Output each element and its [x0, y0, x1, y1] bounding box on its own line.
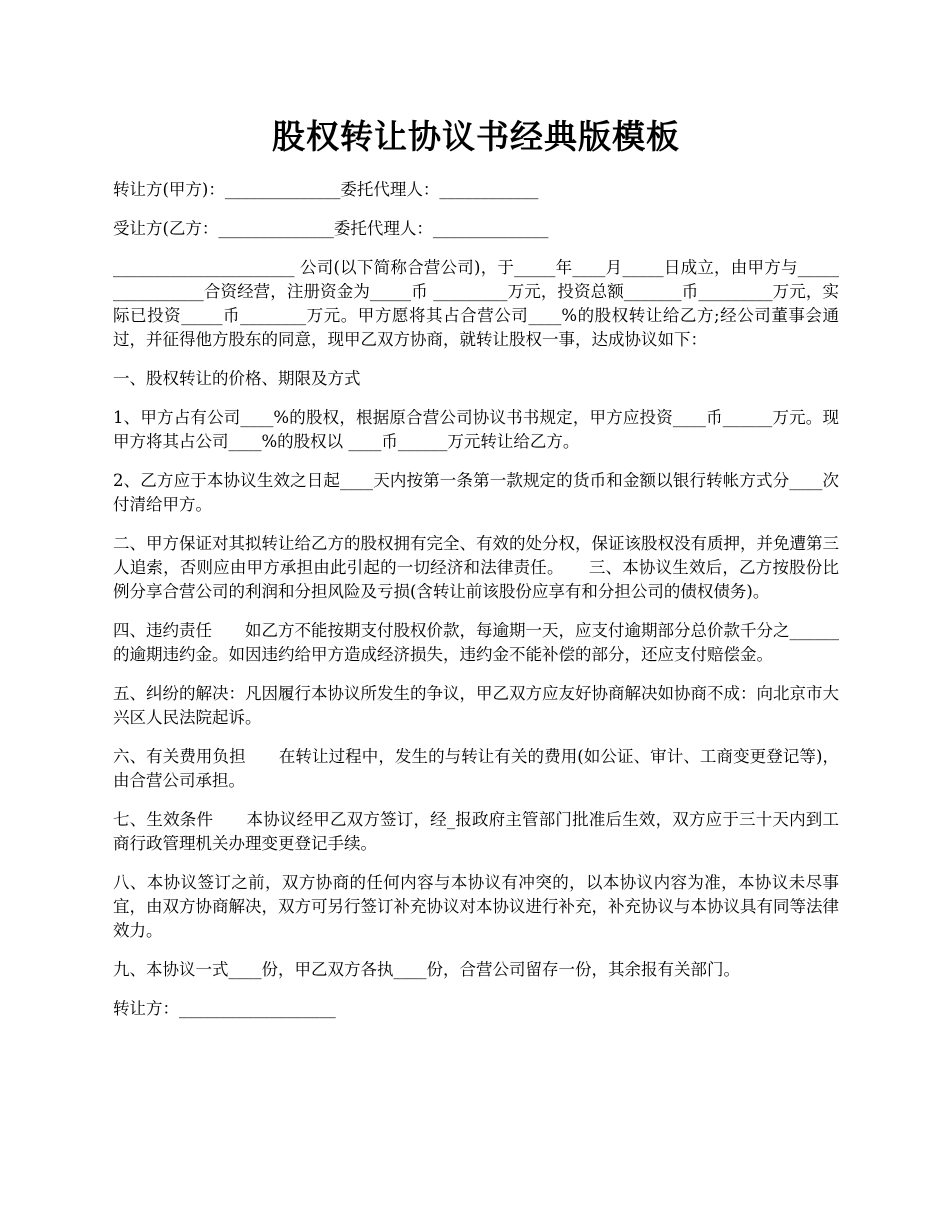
section-7-paragraph: 七、生效条件 本协议经甲乙双方签订，经_报政府主管部门批准后生效，双方应于三十天内到工商行政管理机关办理变更登记手续。: [113, 810, 839, 853]
party-a-line: 转让方(甲方)：______________委托代理人：____________: [113, 180, 539, 199]
section-8-paragraph: 八、本协议签订之前，双方协商的任何内容与本协议有冲突的，以本协议内容为准，本协议未尽事宜，由双方协商解决，双方可另行签订补充协议对本协议进行补充，补充协议与本协议具有同等法律效力。: [113, 873, 839, 940]
clause-1-2: 2、乙方应于本协议生效之日起____天内按第一条第一款规定的货币和金额以银行转帐方式分____次付清给甲方。: [113, 471, 839, 514]
preamble-paragraph: ______________________ 公司(以下简称合营公司)，于_____年____月_____日成立，由甲方与________________合资经营，注册资金为_____币 _________万元，投资总额_______币_________万元，实际已投资_____币________万元。甲方愿将其占合营公司____%的股权转让给乙方;经公司董事会通过，并征得他方股东的同意，现甲乙双方协商，就转让股权一事，达成协议如下：: [113, 258, 839, 349]
section-9-paragraph: 九、本协议一式____份，甲乙双方各执____份，合营公司留存一份，其余报有关部门。: [113, 960, 740, 979]
section-5-paragraph: 五、纠纷的解决：凡因履行本协议所发生的争议，甲乙双方应友好协商解决如协商不成：向北京市大兴区人民法院起诉。: [113, 684, 839, 727]
party-b-line: 受让方(乙方：______________委托代理人：______________: [113, 219, 549, 238]
section-1-heading: 一、股权转让的价格、期限及方式: [113, 369, 361, 388]
transferor-signature-line: 转让方：___________________: [113, 999, 336, 1018]
section-6-paragraph: 六、有关费用负担 在转让过程中，发生的与转让有关的费用(如公证、审计、工商变更登记等)，由合营公司承担。: [113, 747, 839, 790]
document-body: [113, 178, 839, 1036]
section-4-paragraph: 四、违约责任 如乙方不能按期支付股权价款，每逾期一天，应支付逾期部分总价款千分之______的逾期违约金。如因违约给甲方造成经济损失，违约金不能补偿的部分，还应支付赔偿金。: [113, 621, 839, 664]
clause-1-1: 1、甲方占有公司____%的股权，根据原合营公司协议书书规定，甲方应投资____币______万元。现甲方将其占公司____%的股权以 ____币______万元转让给乙方。: [113, 408, 839, 451]
document-title: 股权转让协议书经典版模板: [272, 117, 680, 156]
section-2-3-paragraph: 二、甲方保证对其拟转让给乙方的股权拥有完全、有效的处分权，保证该股权没有质押，并免遭第三人追索，否则应由甲方承担由此引起的一切经济和法律责任。 三、本协议生效后，乙方按股份比例分享合营公司的利润和分担风险及亏损(含转让前该股份应享有和分担公司的债权债务)。: [113, 534, 839, 601]
